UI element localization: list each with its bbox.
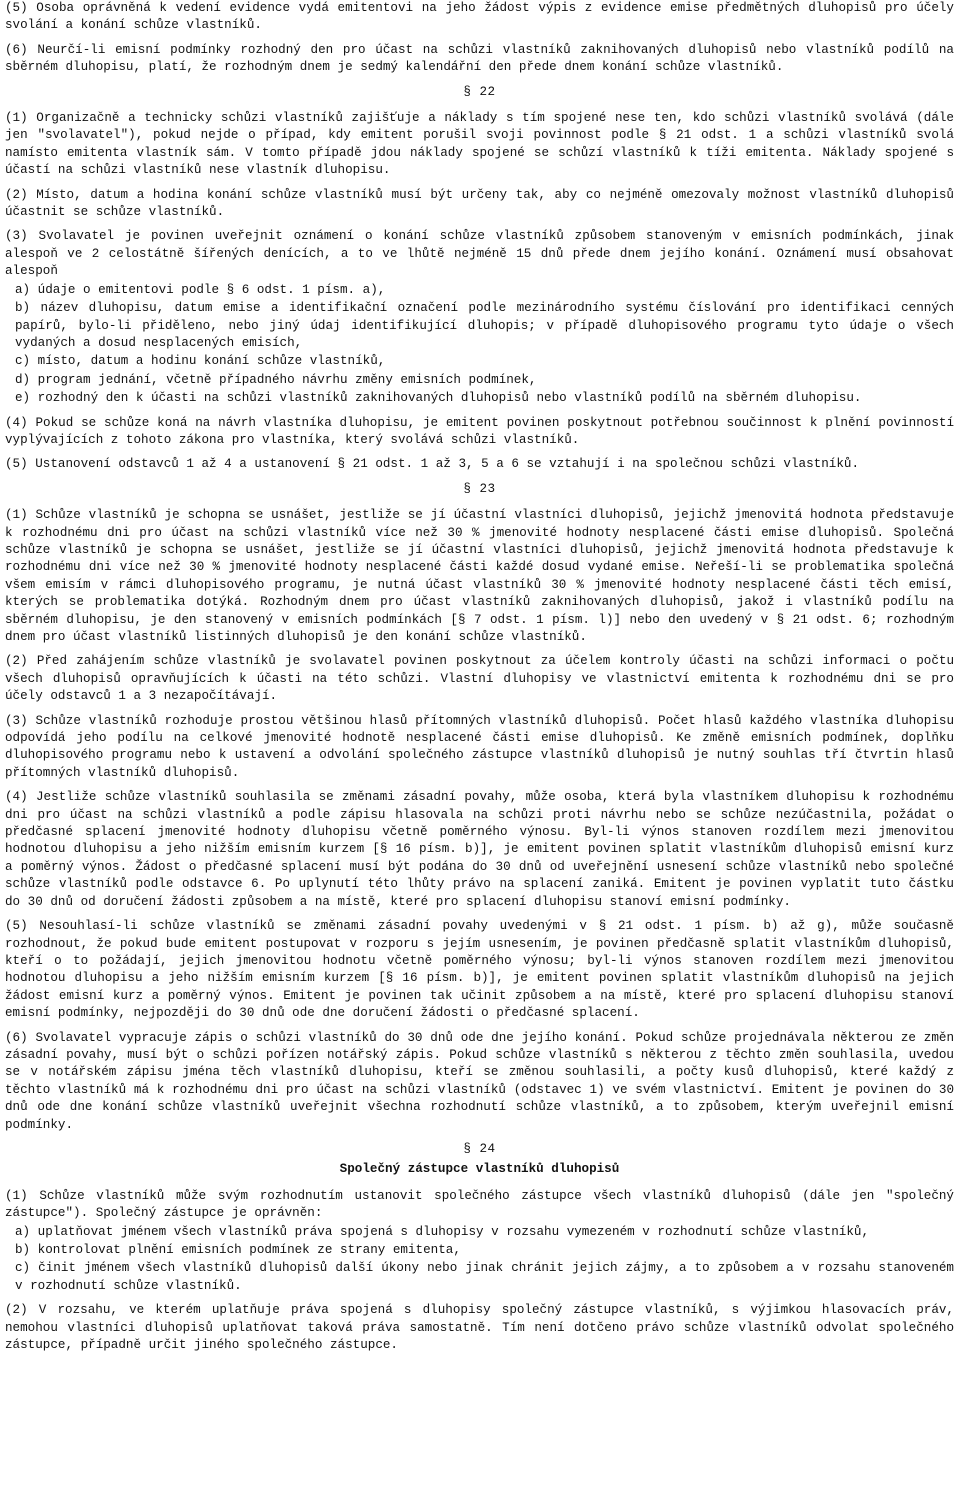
paragraph-21-6: (6) Neurčí-li emisní podmínky rozhodný den pro účast na schůzi vlastníků zaknihovaných dluhopisů nebo vlastníků podílů na sběrném dluhopisu, platí, že rozhodným dnem je sedmý kalendářní den přede dnem konání schůze vlastníků. bbox=[5, 42, 954, 75]
paragraph-22-5: (5) Ustanovení odstavců 1 až 4 a ustanovení § 21 odst. 1 až 3, 5 a 6 se vztahují i na společnou schůzi vlastníků. bbox=[5, 457, 859, 472]
paragraph-22-1: (1) Organizačně a technicky schůzi vlastníků zajišťuje a náklady s tím spojené nese ten, kdo schůzi vlastníků svolává (dále jen "svolavatel"), pokud nejde o případ, kdy emitent porušil svoji povinnost podle § 21 odst. 1 a schůzi vlastníků svolá namísto emitenta vlastník sám. V tomto případě jdou náklady spojené se schůzí vlastníků k tíži emitenta. Náklady spojené s účastí na schůzi vlastníků nese vlastník dluhopisu. bbox=[5, 111, 954, 178]
section-24-title: Společný zástupce vlastníků dluhopisů bbox=[339, 1162, 620, 1177]
list-item: d) program jednání, včetně případného návrhu změny emisních podmínek, bbox=[15, 372, 537, 387]
list-item: b) název dluhopisu, datum emise a identifikační označení podle mezinárodního systému číslování pro identifikaci cenných papírů, bylo-li přiděleno, nebo jiný údaj identifikující dluhopis; v případě dluhopisového programu tyto údaje o všech vydaných a dosud nesplacených emisích, bbox=[15, 301, 954, 350]
list-item: a) uplatňovat jménem všech vlastníků práva spojená s dluhopisy v rozsahu vymezeném v rozhodnutí schůze vlastníků, bbox=[15, 1224, 869, 1239]
list-item: a) údaje o emitentovi podle § 6 odst. 1 písm. a), bbox=[15, 282, 386, 297]
paragraph-23-4: (4) Jestliže schůze vlastníků souhlasila se změnami zásadní povahy, může osoba, která byla vlastníkem dluhopisu k rozhodnému dni pro účast na schůzi vlastníků a podle zápisu hlasovala na schůzi proti návrhu nebo se schůze nezúčastnila, požádat o předčasné splacení jmenovité hodnoty dluhopisu včetně poměrného výnosu. Byl-li výnos stanoven rozdílem mezi jmenovitou hodnotou dluhopisu a jeho nižším emisním kurzem [§ 16 písm. b)], je emitent povinen splatit vlastníkům dluhopisů emisní kurz a poměrný výnos. Žádost o předčasné splacení musí být podána do 30 dnů od uveřejnění usnesení schůze vlastníků nebo společné schůze vlastníků podle odstavce 6. Po uplynutí této lhůty právo na splacení zaniká. Emitent je povinen vyplatit tuto částku do 30 dnů od doručení žádosti způsobem a na místě, které pro splacení dluhopisu stanoví emisní podmínky. bbox=[5, 790, 954, 909]
paragraph-23-5: (5) Nesouhlasí-li schůze vlastníků se změnami zásadní povahy uvedenými v § 21 odst. 1 písm. b) až g), může současně rozhodnout, že pokud bude emitent postupovat v rozporu s jejím usnesením, je povinen předčasně splatit vlastníkům dluhopisů, kteří o to požádají, jejich jmenovitou hodnotu včetně poměrného výnosu; byl-li výnos stanoven rozdílem mezi jmenovitou hodnotou dluhopisu a jeho nižším emisním kurzem [§ 16 písm. b)], je emitent povinen splatit vlastníkům dluhopisů na jejich žádost emisní kurz a poměrný výnos. Emitent je povinen tak učinit způsobem a na místě, které pro splacení dluhopisu stanoví emisní podmínky, nejpozději do 30 dnů ode dne doručení žádosti o předčasné splacení. bbox=[5, 919, 954, 1021]
paragraph-23-6: (6) Svolavatel vypracuje zápis o schůzi vlastníků do 30 dnů ode dne jejího konání. Pokud schůze projednávala některou ze změn zásadní povahy, musí být o schůzi pořízen notářský zápis. Pokud schůze vlastníků s některou z těchto změn souhlasila, uvedou se v notářském zápisu jména těch vlastníků dluhopisu, kteří se změnou souhlasili, a počty kusů dluhopisů, které každý z těchto vlastníků má k rozhodnému dni pro účast na schůzi vlastníků (odstavec 1) ve svém vlastnictví. Emitent je povinen do 30 dnů ode dne konání schůze vlastníků uveřejnit všechna rozhodnutí schůze vlastníků, a to způsobem, kterým uveřejnil emisní podmínky. bbox=[5, 1030, 954, 1132]
paragraph-22-4: (4) Pokud se schůze koná na návrh vlastníka dluhopisu, je emitent povinen poskytnout potřebnou součinnost k plnění povinností vyplývajících z tohoto zákona pro vlastníka, který svolává schůzi vlastníků. bbox=[5, 415, 954, 447]
section-22-heading: § 22 bbox=[463, 84, 496, 99]
list-item: b) kontrolovat plnění emisních podmínek ze strany emitenta, bbox=[15, 1243, 461, 1257]
paragraph-22-3: (3) Svolavatel je povinen uveřejnit oznámení o konání schůze vlastníků způsobem stanoveným v emisních podmínkách, jinak alespoň ve 2 celostátně šířených denících, a to ve lhůtě nejméně 15 dnů přede dnem jejího konání. Oznámení musí obsahovat alespoň bbox=[5, 229, 954, 279]
paragraph-22-2: (2) Místo, datum a hodina konání schůze vlastníků musí být určeny tak, aby co nejméně omezovaly možnost vlastníků dluhopisů účastnit se schůze vlastníků. bbox=[5, 187, 954, 220]
paragraph-23-2: (2) Před zahájením schůze vlastníků je svolavatel povinen poskytnout za účelem kontroly účasti na schůzi informaci o počtu všech dluhopisů opravňujících k účasti na této schůzi. Vlastní dluhopisy ve vlastnictví emitenta k rozhodnému dni se pro účely odstavců 1 a 3 nezapočítávají. bbox=[5, 654, 954, 704]
paragraph-23-3: (3) Schůze vlastníků rozhoduje prostou většinou hlasů přítomných vlastníků dluhopisů. Počet hlasů každého vlastníka dluhopisu odpovídá jeho podílu na celkové jmenovité hodnotě nesplacené části emise dluhopisů. Ke změně emisních podmínek, doplňku dluhopisového programu nebo k ustavení a odvolání společného zástupce vlastníků dluhopisů je nutný souhlas tří čtvrtin hlasů přítomných vlastníků dluhopisů. bbox=[5, 713, 954, 780]
paragraph-24-2: (2) V rozsahu, ve kterém uplatňuje práva spojená s dluhopisy společný zástupce vlastníků, s výjimkou hlasovacích práv, nemohou vlastníci dluhopisů uplatňovat taková práva samostatně. Tím není dotčeno právo schůze vlastníků odvolat společného zástupce, případně určit jiného společného zástupce. bbox=[5, 1303, 954, 1353]
section-24-heading: § 24 bbox=[463, 1141, 496, 1156]
list-item: c) místo, datum a hodinu konání schůze vlastníků, bbox=[15, 354, 386, 369]
section-23-heading: § 23 bbox=[463, 481, 496, 496]
list-item: c) činit jménem všech vlastníků dluhopisů další úkony nebo jinak chránit jejich zájmy, a to způsobem a v rozsahu stanoveném v rozhodnutí schůze vlastníků. bbox=[15, 1261, 954, 1293]
paragraph-21-5: (5) Osoba oprávněná k vedení evidence vydá emitentovi na jeho žádost výpis z evidence emise předmětných dluhopisů pro účely svolání a konání schůze vlastníků. bbox=[5, 1, 954, 33]
list-item: e) rozhodný den k účasti na schůzi vlastníků zaknihovaných dluhopisů nebo vlastníků podílů na sběrném dluhopisu. bbox=[15, 391, 862, 406]
paragraph-23-1: (1) Schůze vlastníků je schopna se usnášet, jestliže se jí účastní vlastníci dluhopisů, jejichž jmenovitá hodnota představuje k rozhodnému dni pro účast na schůzi vlastníků více než 30 % jmenovité hodnoty nesplacené části emise dluhopisů. Společná schůze vlastníků je schopna se usnášet, jestliže se jí účastní vlastníci dluhopisů, jejichž jmenovitá hodnota představuje k rozhodnému dni více než 30 % jmenovité hodnoty nesplacené části každé dosud vydané emise. Neřeší-li se problematika společná všem emisím v rámci dluhopisového programu, je nutná účast vlastníků 30 % jmenovité hodnoty nesplacené části těch emisí, kterých se problematika dotýká. Rozhodným dnem pro účast vlastníků zaknihovaných dluhopisů, jakož i vlastníků podílu na sběrném dluhopisu, je den stanovený v emisních podmínkách [§ 7 odst. 1 písm. l)] nebo den uvedený v § 21 odst. 6; rozhodným dnem pro účast vlastníků listinných dluhopisů je den konání schůze vlastníků. bbox=[5, 508, 954, 644]
paragraph-24-1: (1) Schůze vlastníků může svým rozhodnutím ustanovit společného zástupce všech vlastníků dluhopisů (dále jen "společný zástupce"). Společný zástupce je oprávněn: bbox=[5, 1188, 954, 1221]
